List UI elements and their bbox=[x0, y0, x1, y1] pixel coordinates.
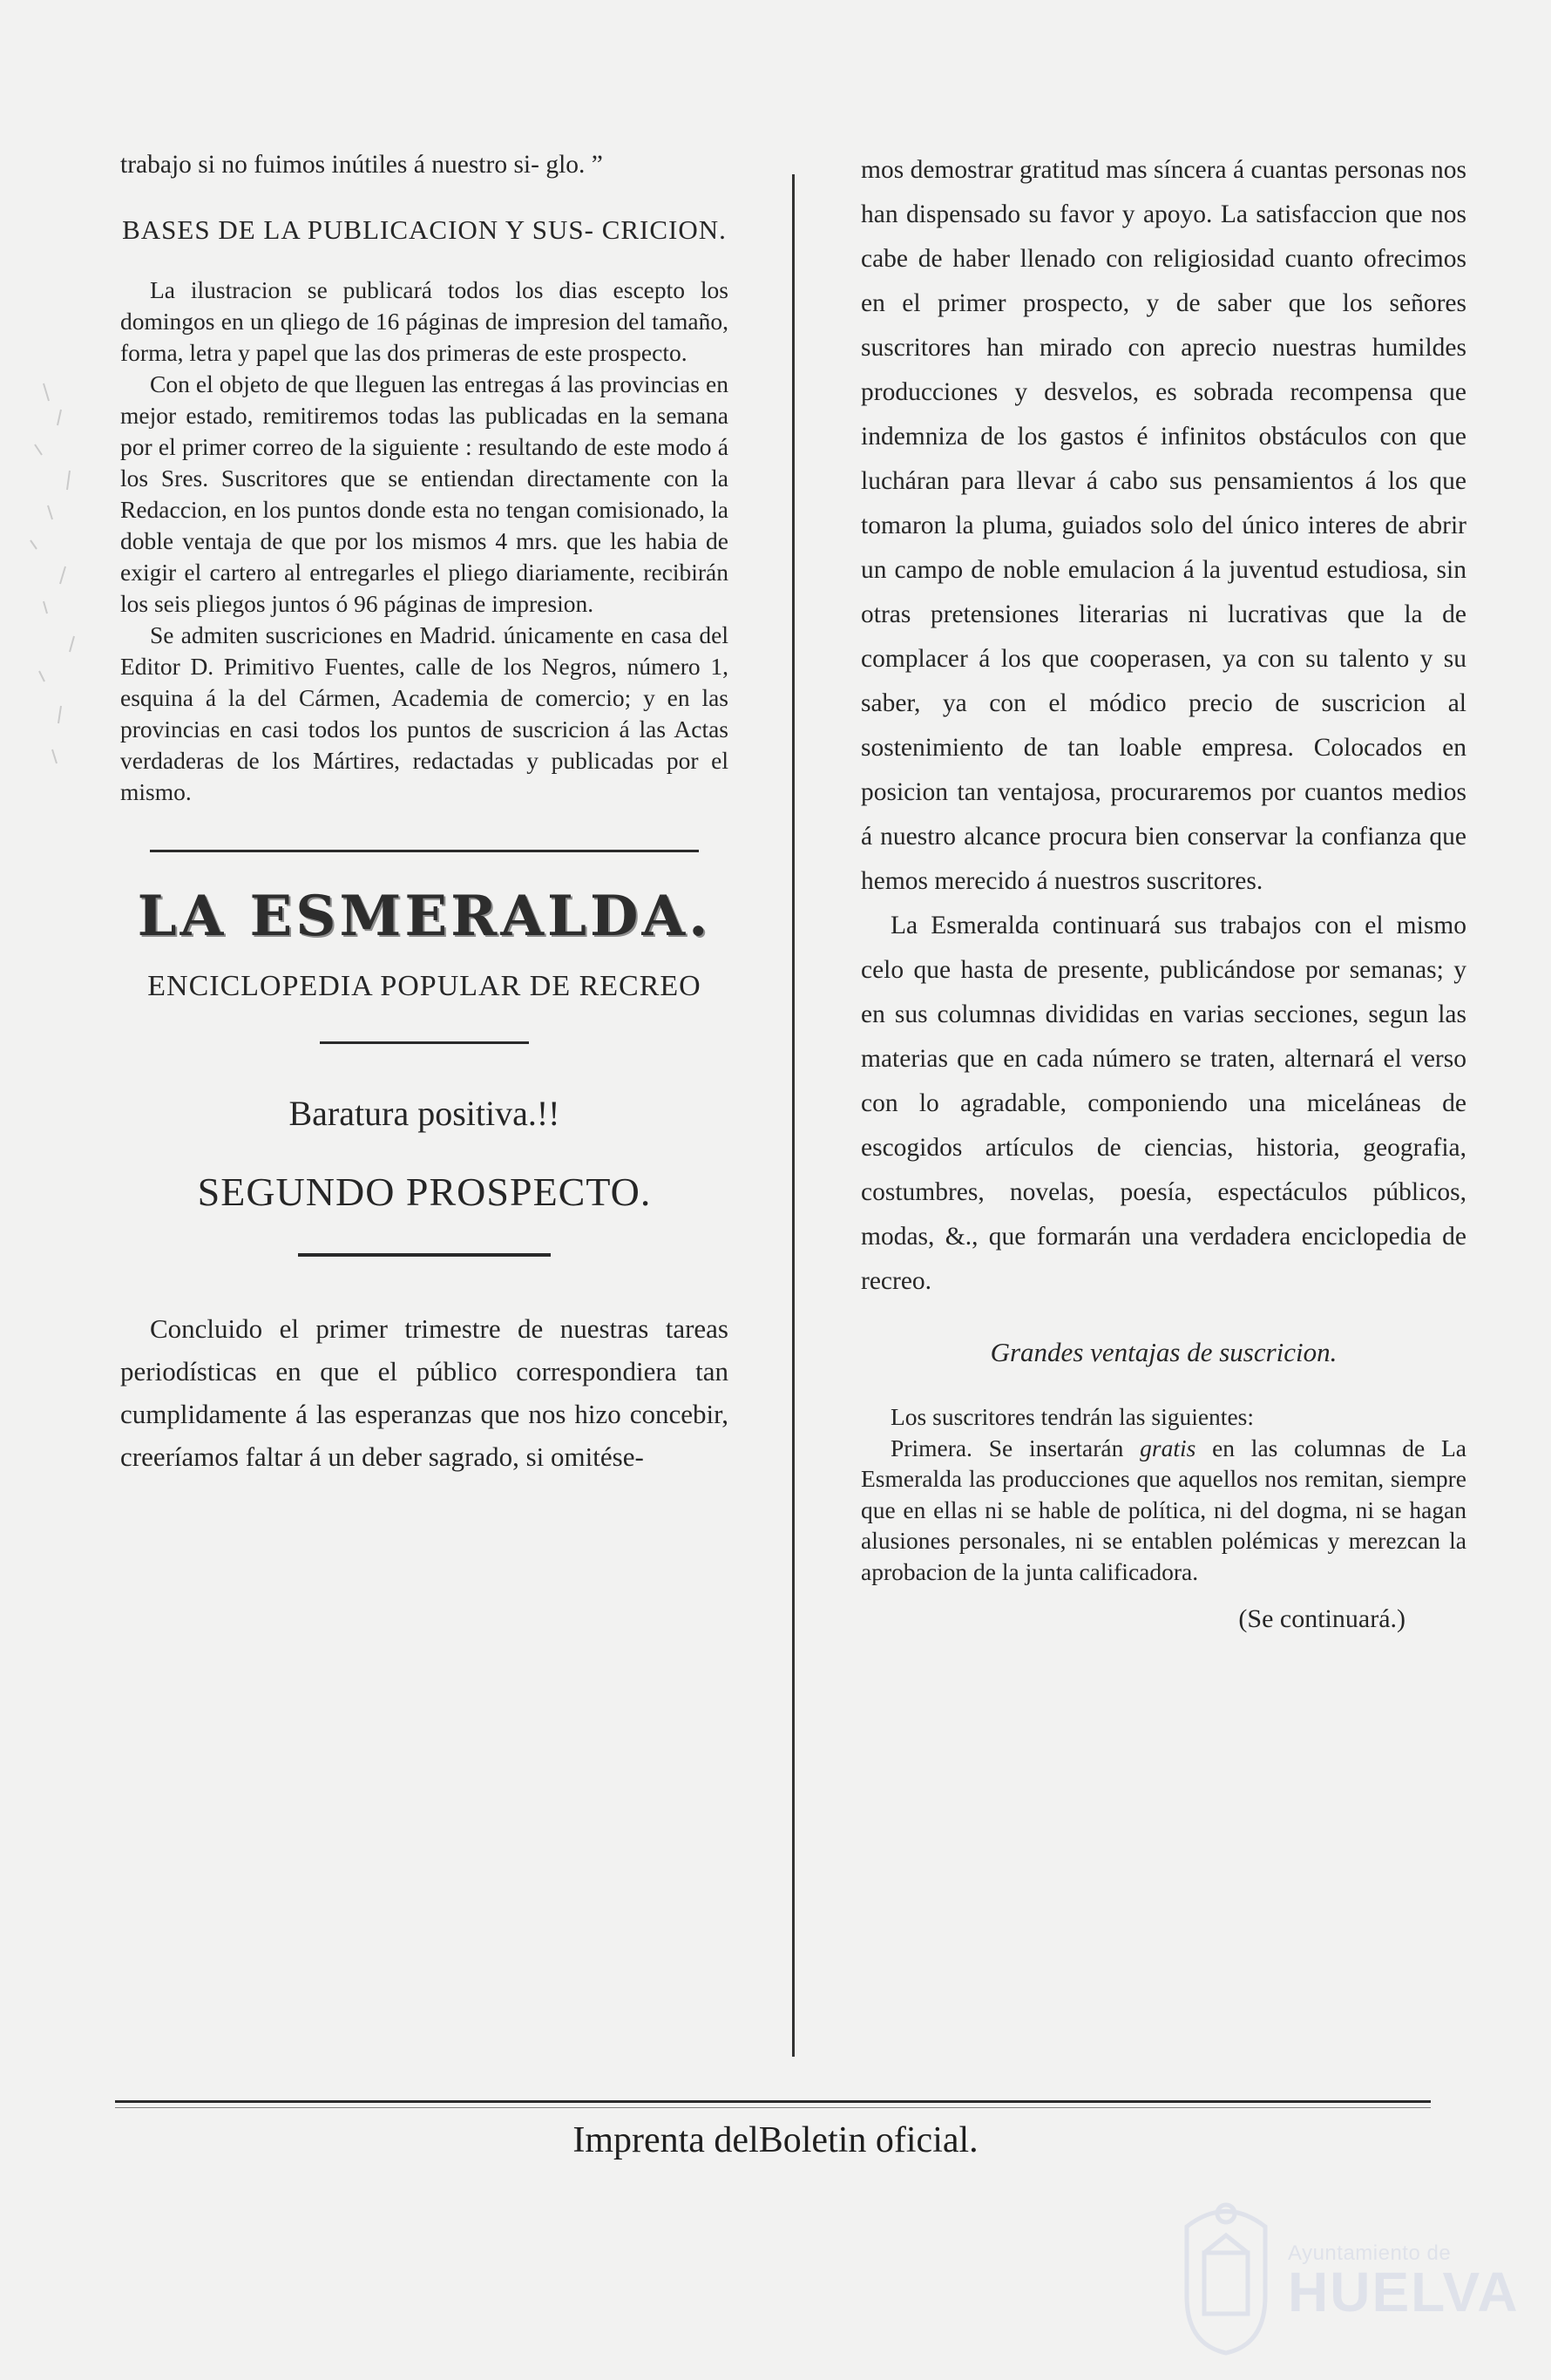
segundo-prospecto-heading: SEGUNDO PROSPECTO. bbox=[197, 1170, 652, 1214]
esmeralda-paragraph: La Esmeralda continuará sus trabajos con el mismo celo que hasta de presente, publicándose por semanas; y en sus columnas divididas en varias secciones, segun las materias que en cada número se traten, alternará el verso con lo agradable, componiendo una miceláneas de escogidos artículos de ciencias, historia, geografia, costumbres, novelas, poesía, espectáculos públicos, modas, &., que formarán una verdadera enciclopedia de recreo. bbox=[861, 912, 1466, 1295]
primera-suffix: en las columnas de La Esmeralda las producciones que aquellos nos remitan, siempre que en ellas ni se hable de política, ni del dogma, ni se hagan alusiones personales, ni se entablen polémicas y merezcan la aprobacion de la junta calificadora. bbox=[861, 1434, 1467, 1585]
right-column bbox=[861, 148, 1466, 1634]
watermark-text bbox=[1288, 2241, 1549, 2323]
bleed-through-marks bbox=[17, 375, 96, 793]
gratis-italic: gratis bbox=[1140, 1434, 1196, 1461]
primera-paragraph bbox=[861, 1433, 1466, 1588]
bottom-rule bbox=[115, 2100, 1431, 2103]
baratura-heading: Baratura positiva.!! bbox=[288, 1094, 560, 1133]
separator-rule bbox=[298, 1253, 551, 1257]
ventajas-heading: Grandes ventajas de suscricion. bbox=[990, 1337, 1338, 1367]
left-column bbox=[120, 148, 728, 1478]
watermark-line-1: Ayuntamiento de bbox=[1288, 2241, 1452, 2265]
bottom-rule-thin bbox=[115, 2107, 1431, 2108]
bases-paragraph-1: La ilustracion se publicará todos los dias escepto los domingos en un qliego de 16 páginas de impresion del tamaño, forma, letra y papel que las dos primeras de este prospecto. bbox=[120, 276, 728, 366]
bases-paragraph-3: Se admiten suscriciones en Madrid. únicamente en casa del Editor D. Primitivo Fuentes, calle de los Negros, número 1, esquina á la del Cármen, Academia de comercio; y en las provincias en casi todos los puntos de suscricion á las Actas verdaderas de los Mártires, redactadas y publicadas por el mismo. bbox=[120, 621, 728, 805]
masthead-subtitle: ENCICLOPEDIA POPULAR DE RECREO bbox=[147, 970, 701, 1002]
opening-lines: trabajo si no fuimos inútiles á nuestro si- glo. ” bbox=[120, 151, 603, 179]
suscritores-paragraph: Los suscritores tendrán las siguientes: bbox=[891, 1403, 1254, 1430]
separator-rule bbox=[320, 1041, 529, 1044]
column-divider bbox=[792, 174, 795, 2057]
watermark-line-2: HUELVA bbox=[1288, 2261, 1520, 2323]
city-seal-icon bbox=[1178, 2192, 1274, 2357]
concluido-paragraph: Concluido el primer trimestre de nuestras tareas periodísticas en que el público correspondiera tan cumplidamente á las esperanzas que nos hizo concebir, creeríamos faltar á un deber sagrado, si omitése- bbox=[120, 1313, 728, 1472]
primera-prefix: Primera. Se insertarán bbox=[891, 1434, 1141, 1461]
continuara-note: (Se continuará.) bbox=[1238, 1604, 1405, 1633]
bases-heading: BASES DE LA PUBLICACION Y SUS- CRICION. bbox=[122, 214, 727, 245]
bases-paragraph-2: Con el objeto de que lleguen las entregas á las provincias en mejor estado, remitiremos todas las publicadas en la semana por el primer correo de la siguiente : resultando de este modo á los Sres. Suscritores que se entiendan directamente con la Redaccion, en los puntos donde esta no tengan comisionado, la doble ventaja de que por los mismos 4 mrs. que les habia de exigir el cartero al entregarles el pliego diariamente, recibirán los seis pliegos juntos ó 96 páginas de impresion. bbox=[120, 370, 728, 617]
separator-rule bbox=[150, 850, 699, 852]
masthead-title: LA ESMERALDA. bbox=[137, 884, 712, 949]
imprenta-footer: Imprenta delBoletin oficial. bbox=[572, 2120, 979, 2160]
gratitude-paragraph: mos demostrar gratitud mas síncera á cuantas personas nos han dispensado su favor y apoyo. La satisfaccion que nos cabe de haber llenado con religiosidad cuanto ofrecimos en el primer prospecto, y de saber que los señores suscritores han mirado con aprecio nuestras humildes producciones y desvelos, es sobrada recompensa que indemniza de los gastos é infinitos obstáculos con que lucháran para llevar á cabo sus pensamientos á los que tomaron la pluma, guiados solo del único interes de abrir un campo de noble emulacion á la juventud estudiosa, sin otras pretensiones literarias ni lucrativas que la de complacer á los que cooperasen, ya con su talento y su saber, ya con el módico precio de suscricion al sostenimiento de tan loable empresa. Colocados en posicion tan ventajosa, procuraremos por cuantos medios á nuestro alcance procura bien conservar la confianza que hemos merecido á nuestros suscritores. bbox=[861, 156, 1466, 895]
